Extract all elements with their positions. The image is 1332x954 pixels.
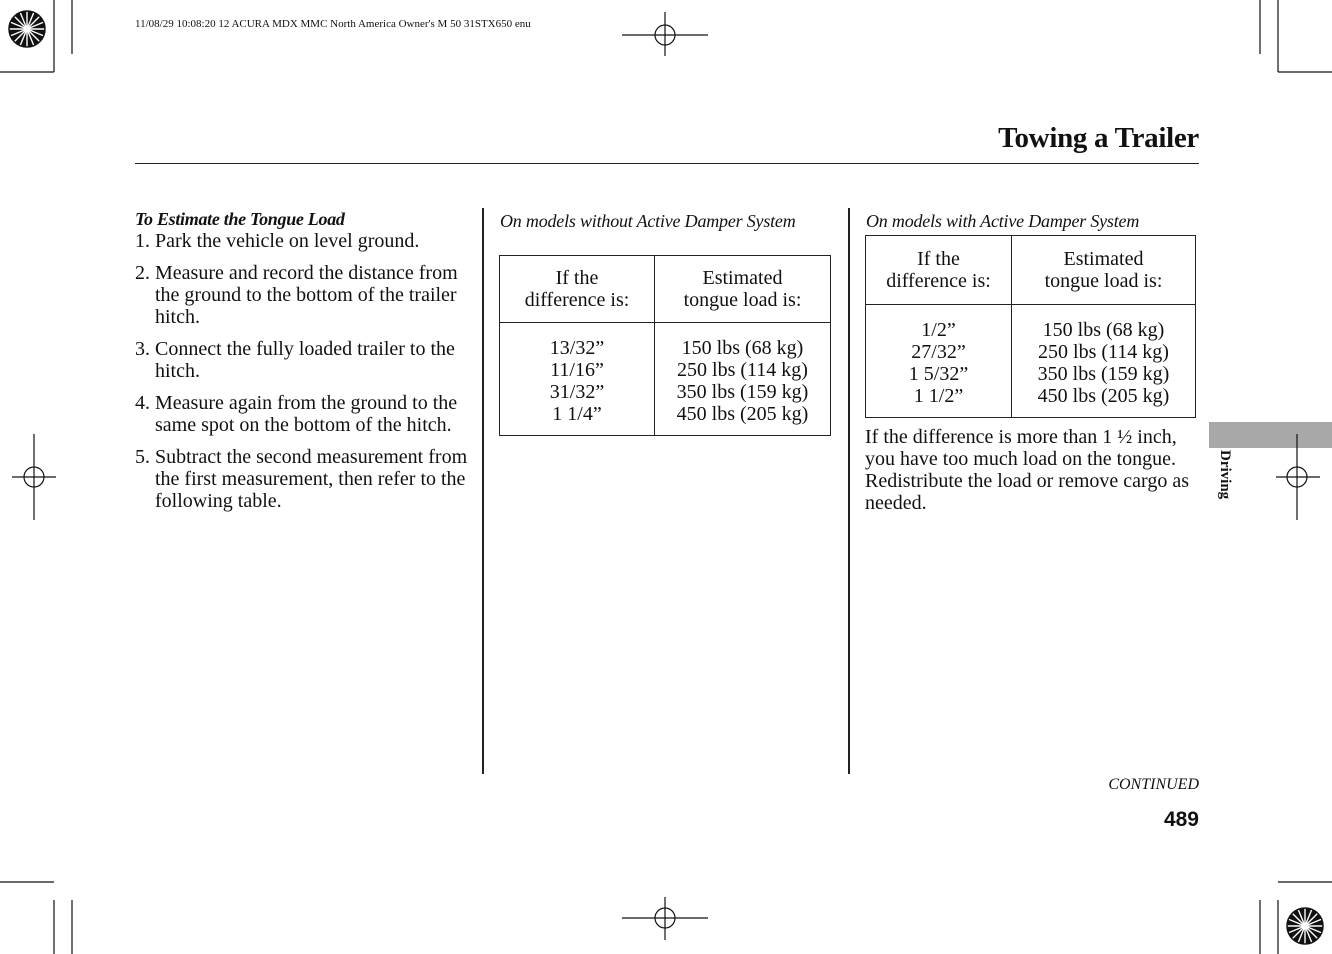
header-load: Estimated tongue load is: — [1012, 236, 1196, 305]
header-difference: If the difference is: — [500, 256, 655, 323]
step-item: 2. Measure and record the distance from the ground to the bottom of the trailer hitch. — [135, 262, 458, 328]
header-load: Estimated tongue load is: — [655, 256, 831, 323]
step-item: 4. Measure again from the ground to the same spot on the bottom of the hitch. — [135, 392, 458, 436]
step-text: Park the vehicle on level ground. — [155, 230, 420, 252]
table-with-caption: On models with Active Damper System — [866, 211, 1140, 231]
procedure-heading: To Estimate the Tongue Load — [135, 209, 345, 229]
header-difference: If the difference is: — [866, 236, 1012, 305]
step-text: Connect the fully loaded trailer to the hitch. — [155, 338, 455, 382]
step-text: Measure again from the ground to the same spot on the bottom of the hitch. — [155, 392, 458, 436]
continued-label: CONTINUED — [1108, 776, 1199, 793]
starburst-mark-top-left — [9, 11, 45, 47]
table-without-caption: On models without Active Damper System — [500, 211, 796, 231]
starburst-mark-bottom-right — [1287, 908, 1323, 944]
step-item: 3. Connect the fully loaded trailer to the hitch. — [135, 338, 455, 382]
difference-cell: 1/2” 27/32” 1 5/32” 1 1/2” — [866, 305, 1012, 418]
page-number: 489 — [1163, 808, 1199, 831]
overload-note: If the difference is more than 1 ½ inch, you have too much load on the tongue. Redistribute the load or remove cargo as needed. — [865, 426, 1189, 514]
difference-cell: 13/32” 11/16” 31/32” 1 1/4” — [500, 323, 655, 436]
page-title: Towing a Trailer — [998, 122, 1199, 154]
step-text: Subtract the second measurement from the first measurement, then refer to the following table. — [155, 446, 468, 512]
load-cell: 150 lbs (68 kg) 250 lbs (114 kg) 350 lbs (159 kg) 450 lbs (205 kg) — [655, 323, 831, 436]
step-item: 5. Subtract the second measurement from the first measurement, then refer to the following table. — [135, 446, 468, 512]
load-cell: 150 lbs (68 kg) 250 lbs (114 kg) 350 lbs (159 kg) 450 lbs (205 kg) — [1012, 305, 1196, 418]
step-item: 1. Park the vehicle on level ground. — [135, 230, 420, 252]
print-header: 11/08/29 10:08:20 12 ACURA MDX MMC North America Owner's M 50 31STX650 enu — [135, 18, 531, 30]
section-tab-label: Driving — [1217, 450, 1233, 500]
step-text: Measure and record the distance from the ground to the bottom of the trailer hitch. — [155, 262, 458, 328]
